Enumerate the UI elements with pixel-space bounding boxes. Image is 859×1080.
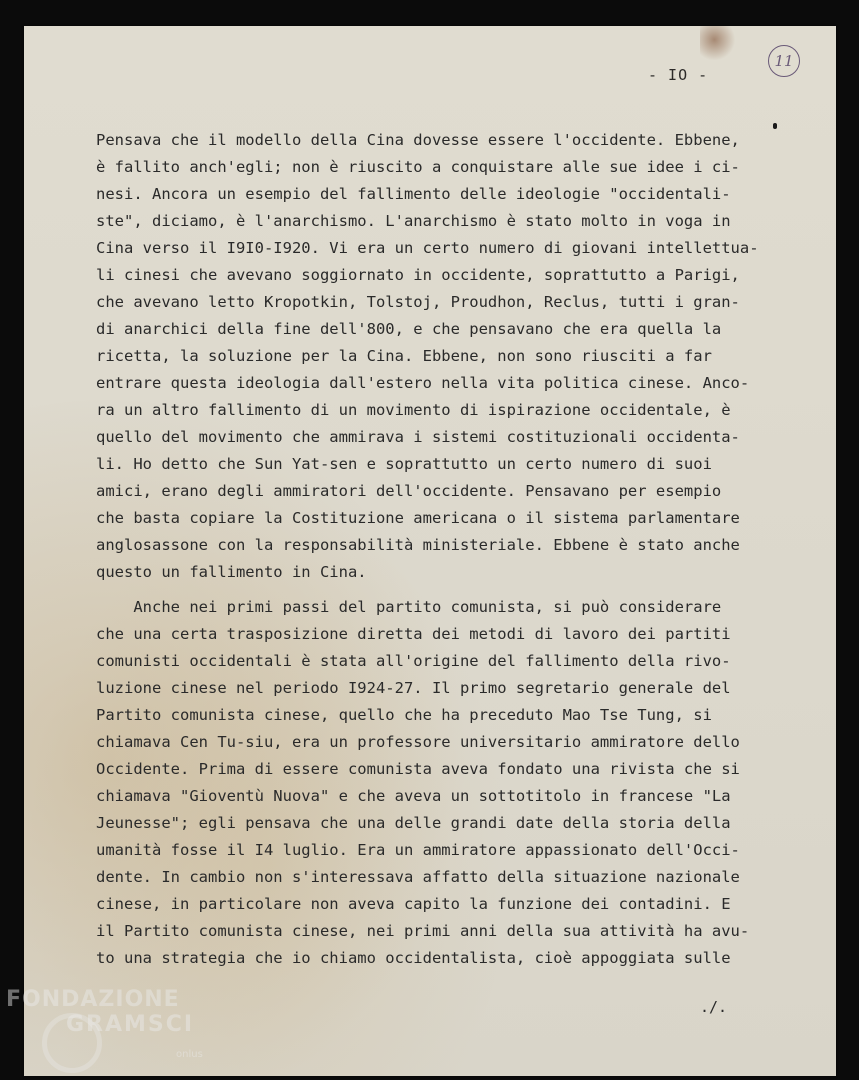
page-number: - IO - [648, 66, 709, 84]
text-line: comunisti occidentali è stata all'origine del fallimento della rivo- [96, 652, 731, 670]
text-line: chiamava Cen Tu-siu, era un professore universitario ammiratore dello [96, 733, 740, 751]
text-line: che una certa trasposizione diretta dei metodi di lavoro dei partiti [96, 625, 731, 643]
text-line: questo un fallimento in Cina. [96, 563, 367, 581]
continuation-mark: ./. [700, 998, 728, 1016]
paragraph-1 [96, 127, 766, 586]
fondazione-gramsci-watermark [6, 987, 216, 1060]
ink-mark [773, 123, 777, 129]
watermark-line-2: GRAMSCI [66, 1012, 195, 1037]
text-line: ricetta, la soluzione per la Cina. Ebbene, non sono riusciti a far [96, 347, 712, 365]
text-line: cinese, in particolare non aveva capito la funzione dei contadini. E [96, 895, 731, 913]
text-line: dente. In cambio non s'interessava affatto della situazione nazionale [96, 868, 740, 886]
watermark-suffix: onlus [176, 1049, 203, 1060]
text-line: ste", diciamo, è l'anarchismo. L'anarchismo è stato molto in voga in [96, 212, 731, 230]
text-line: li cinesi che avevano soggiornato in occidente, soprattutto a Parigi, [96, 266, 740, 284]
text-line: entrare questa ideologia dall'estero nella vita politica cinese. Anco- [96, 374, 750, 392]
text-line: Cina verso il I9I0-I920. Vi era un certo numero di giovani intellettua- [96, 239, 759, 257]
text-line: umanità fosse il I4 luglio. Era un ammiratore appassionato dell'Occi- [96, 841, 740, 859]
text-line: Partito comunista cinese, quello che ha preceduto Mao Tse Tung, si [96, 706, 712, 724]
text-line: Pensava che il modello della Cina dovesse essere l'occidente. Ebbene, [96, 131, 740, 149]
text-line: è fallito anch'egli; non è riuscito a conquistare alle sue idee i ci- [96, 158, 740, 176]
text-line: Occidente. Prima di essere comunista aveva fondato una rivista che si [96, 760, 740, 778]
text-line: amici, erano degli ammiratori dell'occidente. Pensavano per esempio [96, 482, 722, 500]
paragraph-2 [96, 594, 766, 972]
text-line: ra un altro fallimento di un movimento di ispirazione occidentale, è [96, 401, 731, 419]
text-line: che basta copiare la Costituzione americana o il sistema parlamentare [96, 509, 740, 527]
text-line: Anche nei primi passi del partito comunista, si può considerare [96, 598, 722, 616]
archive-stamp-number: 11 [768, 45, 800, 77]
watermark-logo-ring [42, 1013, 102, 1073]
typewritten-text [96, 127, 766, 972]
text-line: luzione cinese nel periodo I924-27. Il primo segretario generale del [96, 679, 731, 697]
text-line: quello del movimento che ammirava i sistemi costituzionali occidenta- [96, 428, 740, 446]
text-line: chiamava "Gioventù Nuova" e che aveva un sottotitolo in francese "La [96, 787, 731, 805]
paper-stain [700, 26, 736, 60]
watermark-line-1: FONDAZIONE [6, 987, 180, 1012]
text-line: li. Ho detto che Sun Yat-sen e soprattutto un certo numero di suoi [96, 455, 712, 473]
text-line: nesi. Ancora un esempio del fallimento delle ideologie "occidentali- [96, 185, 731, 203]
text-line: che avevano letto Kropotkin, Tolstoj, Proudhon, Reclus, tutti i gran- [96, 293, 740, 311]
paragraph-gap [96, 586, 766, 594]
text-line: anglosassone con la responsabilità ministeriale. Ebbene è stato anche [96, 536, 740, 554]
text-line: Jeunesse"; egli pensava che una delle grandi date della storia della [96, 814, 731, 832]
text-line: to una strategia che io chiamo occidentalista, cioè appoggiata sulle [96, 949, 731, 967]
text-line: di anarchici della fine dell'800, e che pensavano che era quella la [96, 320, 722, 338]
text-line: il Partito comunista cinese, nei primi anni della sua attività ha avu- [96, 922, 750, 940]
